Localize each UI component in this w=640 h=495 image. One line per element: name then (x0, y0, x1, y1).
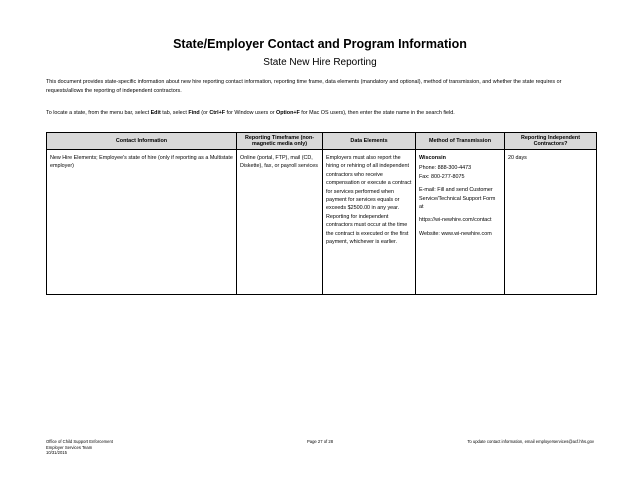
page-subtitle: State New Hire Reporting (263, 57, 377, 68)
cell-timeframe: Online (portal, FTP), mail (CD, Diskette), fax, or payroll services (237, 150, 323, 295)
page-title: State/Employer Contact and Program Information (173, 37, 467, 51)
edit-keyword: Edit (150, 110, 161, 116)
header-method: Method of Transmission (416, 133, 505, 150)
ctrl-f-keyword: Ctrl+F (209, 110, 226, 116)
instructions-paragraph: To locate a state, from the menu bar, select Edit tab, select Find (or Ctrl+F for Window users or Option+F for Mac OS users), then enter the state name in the search field. (46, 110, 455, 116)
phone-number: Phone: 888-300-4473 (419, 165, 472, 172)
cell-elements: Employers must also report the hiring or rehiring of all independent contractors who receive compensation or execute a contract for services performed when payment for services equals or exceeds $2500.00 in any year. Reporting for independent contractors must occur at the time the contract is executed or the first payment, whichever is earlier. (323, 150, 416, 295)
cell-contractors: 20 days (505, 150, 597, 295)
header-elements: Data Elements (323, 133, 416, 150)
find-keyword: Find (188, 110, 200, 116)
footer-update-email[interactable]: To update contact information, email employerservices@acf.hhs.gov (467, 439, 594, 444)
website-link[interactable]: Website: www.wi-newhire.com (419, 230, 492, 237)
footer-office: Office of Child Support Enforcement Employer Services Team 10/31/2015 (46, 439, 113, 456)
table-header-row (47, 133, 597, 150)
cell-method (416, 150, 505, 295)
intro-paragraph: This document provides state-specific information about new hire reporting contact information, reporting time frame, data elements (mandatory and optional), method of transmission, and whether the state requires or requests/allows the reporting of independent contractors. (46, 79, 562, 94)
header-timeframe: Reporting Timeframe (non-magnetic media only) (237, 133, 323, 150)
header-contractors: Reporting Independent Contractors? (505, 133, 597, 150)
page-number: Page 27 of 28 (306, 439, 334, 444)
fax-number: Fax: 800-277-8075 (419, 173, 465, 180)
table-row (47, 150, 597, 295)
state-info-table (46, 132, 597, 295)
option-f-keyword: Option+F (276, 110, 300, 116)
header-contact: Contact Information (47, 133, 237, 150)
state-name: Wisconsin (419, 155, 446, 161)
email-instructions: E-mail: Fill and send Customer Service/Technical Support Form at (419, 187, 496, 211)
contact-url-link[interactable]: https://wi-newhire.com/contact (419, 217, 492, 224)
cell-contact: New Hire Elements; Employee's state of hire (only if reporting as a Multistate employer) (47, 150, 237, 295)
